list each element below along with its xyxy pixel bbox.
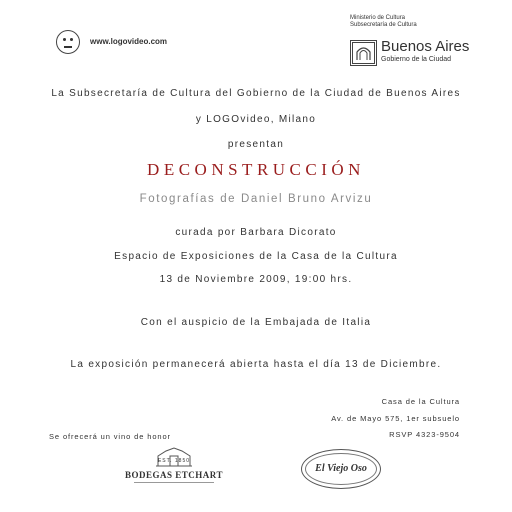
- partner-line: y LOGOvideo, Milano: [195, 114, 317, 125]
- footer-rsvp: RSVP 4323-9504: [389, 430, 460, 439]
- sponsor2-name: El Viejo Oso: [315, 463, 367, 474]
- buenos-aires-subtitle: Gobierno de la Ciudad: [381, 56, 452, 63]
- wine-note: Se ofrecerá un vino de honor: [49, 432, 171, 441]
- ministry-line2: Subsecretaría de Cultura: [350, 22, 417, 28]
- winery-building-icon: [154, 447, 194, 467]
- ministry-line1: Ministerio de Cultura: [350, 15, 406, 21]
- duration-line: La exposición permanecerá abierta hasta el día 13 de Diciembre.: [70, 359, 442, 370]
- exhibition-subtitle: Fotografías de Daniel Bruno Arvizu: [139, 193, 373, 205]
- buenos-aires-title: Buenos Aires: [381, 38, 470, 55]
- presentan-line: presentan: [227, 139, 285, 150]
- venue-line: Espacio de Exposiciones de la Casa de la Cultura: [114, 251, 398, 262]
- ministry-text: [350, 15, 417, 29]
- auspice-line: Con el auspicio de la Embajada de Italia: [140, 317, 372, 328]
- sponsor-el-viejo-oso: [301, 449, 381, 489]
- footer-address: Av. de Mayo 575, 1er subsuelo: [331, 414, 460, 423]
- sponsor1-divider: [134, 482, 214, 483]
- curator-line: curada por Barbara Dicorato: [175, 227, 337, 238]
- logovideo-url[interactable]: www.logovideo.com: [90, 37, 168, 46]
- datetime-line: 13 de Noviembre 2009, 19:00 hrs.: [159, 274, 353, 285]
- sponsor1-name: BODEGAS ETCHART: [125, 470, 223, 480]
- exhibition-title: DECONSTRUCCIÓN: [147, 160, 365, 179]
- buenos-aires-logo-icon: [350, 40, 377, 66]
- footer-venue-name: Casa de la Cultura: [381, 397, 460, 406]
- sponsor1-est: EST. 1850: [157, 458, 191, 464]
- presenter-line: La Subsecretaría de Cultura del Gobierno de la Ciudad de Buenos Aires: [51, 88, 461, 99]
- sponsor-bodegas-etchart: [124, 447, 224, 483]
- logovideo-face-icon: [56, 30, 80, 54]
